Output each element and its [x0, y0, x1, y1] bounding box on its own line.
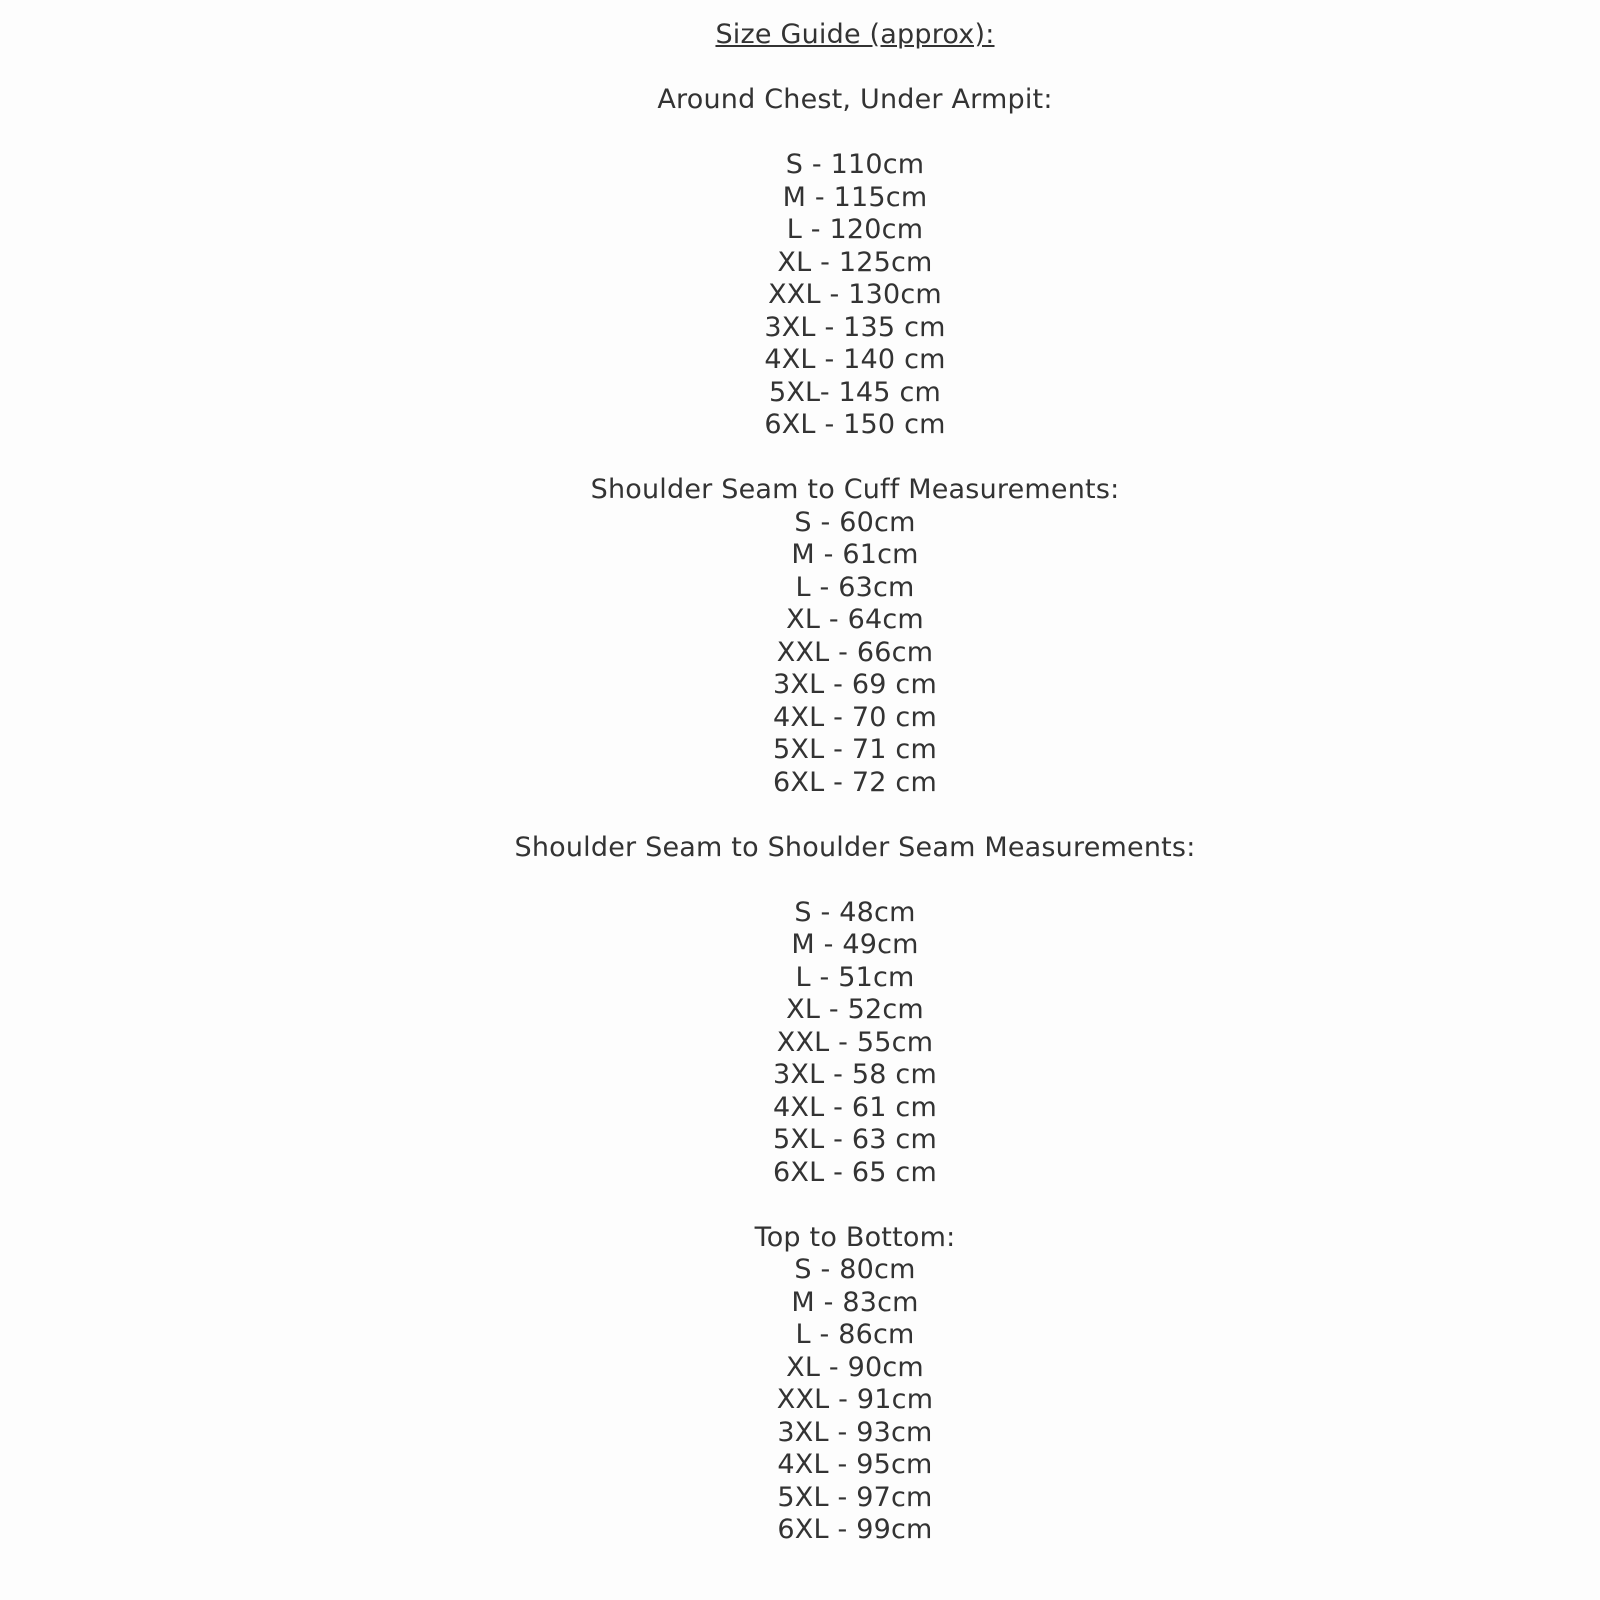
blank-line — [110, 442, 1600, 475]
size-row: S - 48cm — [794, 896, 916, 928]
section-heading-cuff: Shoulder Seam to Cuff Measurements: — [590, 474, 1120, 505]
size-row: M - 115cm — [782, 181, 928, 213]
size-row: M - 83cm — [791, 1286, 919, 1318]
size-row: 6XL - 65 cm — [773, 1156, 937, 1188]
size-row: 3XL - 93cm — [777, 1416, 933, 1448]
size-row: XL - 64cm — [786, 604, 924, 635]
size-row: 3XL - 69 cm — [773, 669, 937, 700]
size-row: 5XL - 63 cm — [773, 1124, 937, 1155]
size-row: S - 60cm — [794, 506, 916, 538]
blank-line — [110, 52, 1600, 85]
blank-line — [110, 799, 1600, 832]
section-heading-shoulder: Shoulder Seam to Shoulder Seam Measurements: — [514, 831, 1196, 863]
size-row: XXL - 55cm — [776, 1026, 934, 1058]
size-row: 6XL - 99cm — [777, 1514, 933, 1545]
section-heading-chest: Around Chest, Under Armpit: — [657, 84, 1053, 115]
blank-line — [110, 1189, 1600, 1222]
size-row: 4XL - 70 cm — [773, 701, 937, 733]
size-row: 4XL - 140 cm — [764, 344, 946, 375]
size-row: 6XL - 150 cm — [764, 409, 946, 440]
size-row: M - 49cm — [791, 929, 919, 960]
size-row: L - 51cm — [795, 961, 915, 993]
blank-line — [110, 117, 1600, 150]
size-row: S - 80cm — [794, 1254, 916, 1285]
size-row: XXL - 130cm — [768, 279, 942, 310]
size-row: XXL - 91cm — [776, 1384, 934, 1415]
size-row: 6XL - 72 cm — [773, 766, 937, 798]
size-row: XL - 90cm — [786, 1351, 924, 1383]
size-row: 4XL - 61 cm — [773, 1091, 937, 1123]
size-row: 4XL - 95cm — [777, 1449, 933, 1480]
size-row: L - 63cm — [795, 571, 915, 603]
size-row: L - 120cm — [786, 214, 924, 245]
size-row: 3XL - 58 cm — [773, 1059, 937, 1090]
size-row: 3XL - 135 cm — [764, 311, 946, 343]
size-row: L - 86cm — [795, 1319, 915, 1350]
page-title: Size Guide (approx): — [715, 19, 995, 50]
size-row: XXL - 66cm — [776, 636, 934, 668]
size-row: 5XL- 145 cm — [768, 376, 942, 408]
size-row: S - 110cm — [785, 149, 925, 180]
blank-line — [110, 864, 1600, 897]
section-heading-length: Top to Bottom: — [754, 1221, 956, 1253]
size-row: 5XL - 97cm — [777, 1481, 933, 1513]
size-row: 5XL - 71 cm — [773, 734, 937, 765]
size-row: XL - 125cm — [777, 246, 933, 278]
size-row: XL - 52cm — [786, 994, 924, 1025]
size-row: M - 61cm — [791, 539, 919, 570]
